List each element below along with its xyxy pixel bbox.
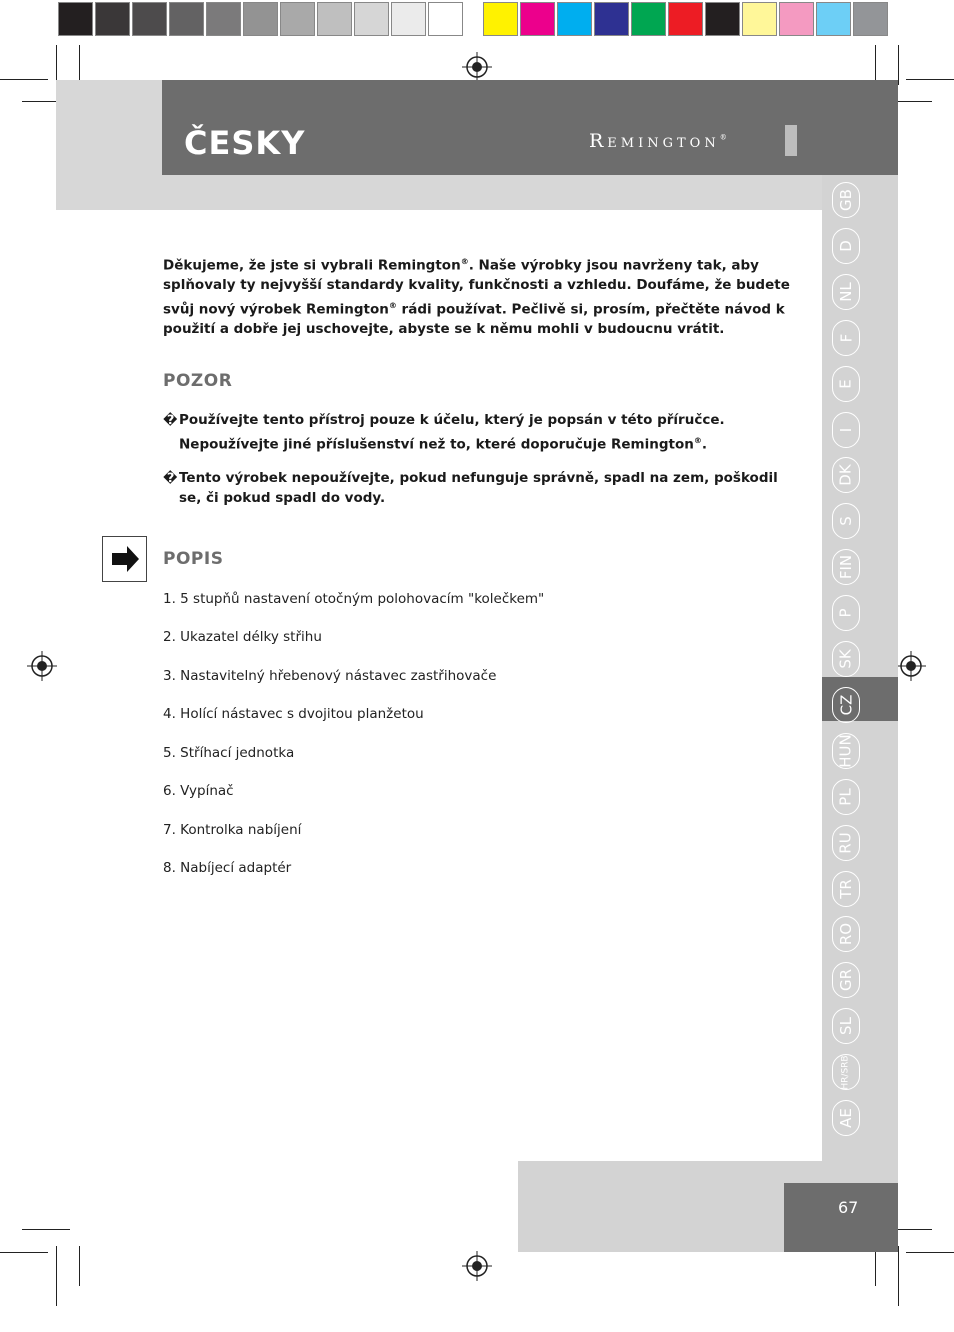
color-swatch xyxy=(742,2,777,36)
warning-icon: � xyxy=(163,413,178,428)
crop-mark xyxy=(906,79,954,80)
registration-mark-icon xyxy=(462,52,492,82)
warning-item: � Tento výrobek nepoužívejte, pokud nefunguje správně, spadl na zem, poškodil se, či pokud spadl do vody. xyxy=(163,469,793,508)
language-tab-s[interactable]: S xyxy=(832,503,860,539)
crop-mark xyxy=(906,1252,954,1253)
crop-mark xyxy=(898,45,899,85)
language-tab-sl[interactable]: SL xyxy=(832,1008,860,1044)
intro-paragraph: Děkujeme, že jste si vybrali Remington®. Naše výrobky jsou navrženy tak, aby splňovaly ty nejvyšší standardy kvality, funkčnosti a vzhledu. Doufáme, že budete svůj nový výrobek Remington® rádi používat. Pečlivě si, prosím, přečtěte návod k použití a dobře jej uschovejte, abyste se k němu mohli v budoucnu vrátit. xyxy=(163,257,790,337)
language-tab-e[interactable]: E xyxy=(832,366,860,402)
brand-block xyxy=(785,125,797,156)
color-swatch xyxy=(520,2,555,36)
crop-mark xyxy=(898,1246,899,1306)
color-swatch xyxy=(779,2,814,36)
crop-mark xyxy=(875,1246,876,1286)
crop-mark xyxy=(0,79,48,80)
color-swatch xyxy=(483,2,518,36)
grayscale-color-bar xyxy=(58,2,465,38)
process-color-bar xyxy=(483,2,890,38)
brand-logo: Remington® xyxy=(589,130,731,152)
color-swatch xyxy=(853,2,888,36)
language-tab-i[interactable]: I xyxy=(832,412,860,448)
color-swatch xyxy=(557,2,592,36)
registration-mark-icon xyxy=(462,1251,492,1281)
crop-mark xyxy=(56,45,57,85)
language-tab-pl[interactable]: PL xyxy=(832,779,860,815)
popis-heading: POPIS xyxy=(163,549,224,569)
language-tab-hun[interactable]: HUN xyxy=(832,733,860,769)
crop-mark xyxy=(79,1246,80,1286)
page-title: ČESKY xyxy=(184,124,306,162)
crop-mark xyxy=(875,45,876,85)
color-swatch xyxy=(705,2,740,36)
crop-mark xyxy=(22,1229,70,1230)
color-swatch xyxy=(816,2,851,36)
crop-mark xyxy=(79,45,80,85)
language-tab-tr[interactable]: TR xyxy=(832,871,860,907)
language-tab-ae[interactable]: AE xyxy=(832,1100,860,1136)
language-tab-fin[interactable]: FIN xyxy=(832,549,860,585)
color-swatch xyxy=(95,2,130,36)
language-tab-f[interactable]: F xyxy=(832,320,860,356)
color-swatch xyxy=(391,2,426,36)
language-tab-sk[interactable]: SK xyxy=(832,641,860,677)
language-tab-gb[interactable]: GB xyxy=(832,182,860,218)
crop-mark xyxy=(0,1252,48,1253)
color-swatch xyxy=(132,2,167,36)
page-number-box xyxy=(784,1183,898,1252)
warning-icon: � xyxy=(163,471,178,486)
registration-mark-icon xyxy=(896,651,926,681)
language-tab-gr[interactable]: GR xyxy=(832,962,860,998)
color-swatch xyxy=(428,2,463,36)
color-swatch xyxy=(243,2,278,36)
color-swatch xyxy=(594,2,629,36)
list-item: 4. Holící nástavec s dvojitou planžetou xyxy=(163,706,424,722)
page-number: 67 xyxy=(838,1198,859,1217)
warning-item: � Používejte tento přístroj pouze k účelu, který je popsán v této příručce. Nepoužívejte jiné příslušenství než to, které doporučuje Remington®. xyxy=(163,411,793,455)
list-item: 6. Vypínač xyxy=(163,783,234,799)
arrow-right-icon xyxy=(103,537,146,581)
list-item: 2. Ukazatel délky střihu xyxy=(163,629,322,645)
list-item: 3. Nastavitelný hřebenový nástavec zastřihovače xyxy=(163,668,497,684)
registration-mark-icon xyxy=(27,651,57,681)
language-tab-nl[interactable]: NL xyxy=(832,274,860,310)
list-item: 1. 5 stupňů nastavení otočným polohovacím "kolečkem" xyxy=(163,591,545,607)
color-swatch xyxy=(631,2,666,36)
color-swatch xyxy=(169,2,204,36)
color-swatch xyxy=(317,2,352,36)
color-swatch xyxy=(668,2,703,36)
language-tab-dk[interactable]: DK xyxy=(832,457,860,493)
language-tab-p[interactable]: P xyxy=(832,595,860,631)
list-item: 8. Nabíjecí adaptér xyxy=(163,860,292,876)
language-tab-d[interactable]: D xyxy=(832,228,860,264)
list-item: 5. Stříhací jednotka xyxy=(163,745,295,761)
list-item: 7. Kontrolka nabíjení xyxy=(163,822,302,838)
language-tab-ro[interactable]: RO xyxy=(832,916,860,952)
crop-mark xyxy=(56,1246,57,1306)
pozor-heading: POZOR xyxy=(163,371,233,391)
language-tab-cz[interactable]: CZ xyxy=(832,687,860,723)
color-swatch xyxy=(58,2,93,36)
language-tab-ru[interactable]: RU xyxy=(832,825,860,861)
color-swatch xyxy=(354,2,389,36)
arrow-box xyxy=(102,536,147,582)
language-tab-hr-srb[interactable]: HR/SRB xyxy=(832,1054,860,1090)
color-swatch xyxy=(280,2,315,36)
color-swatch xyxy=(206,2,241,36)
